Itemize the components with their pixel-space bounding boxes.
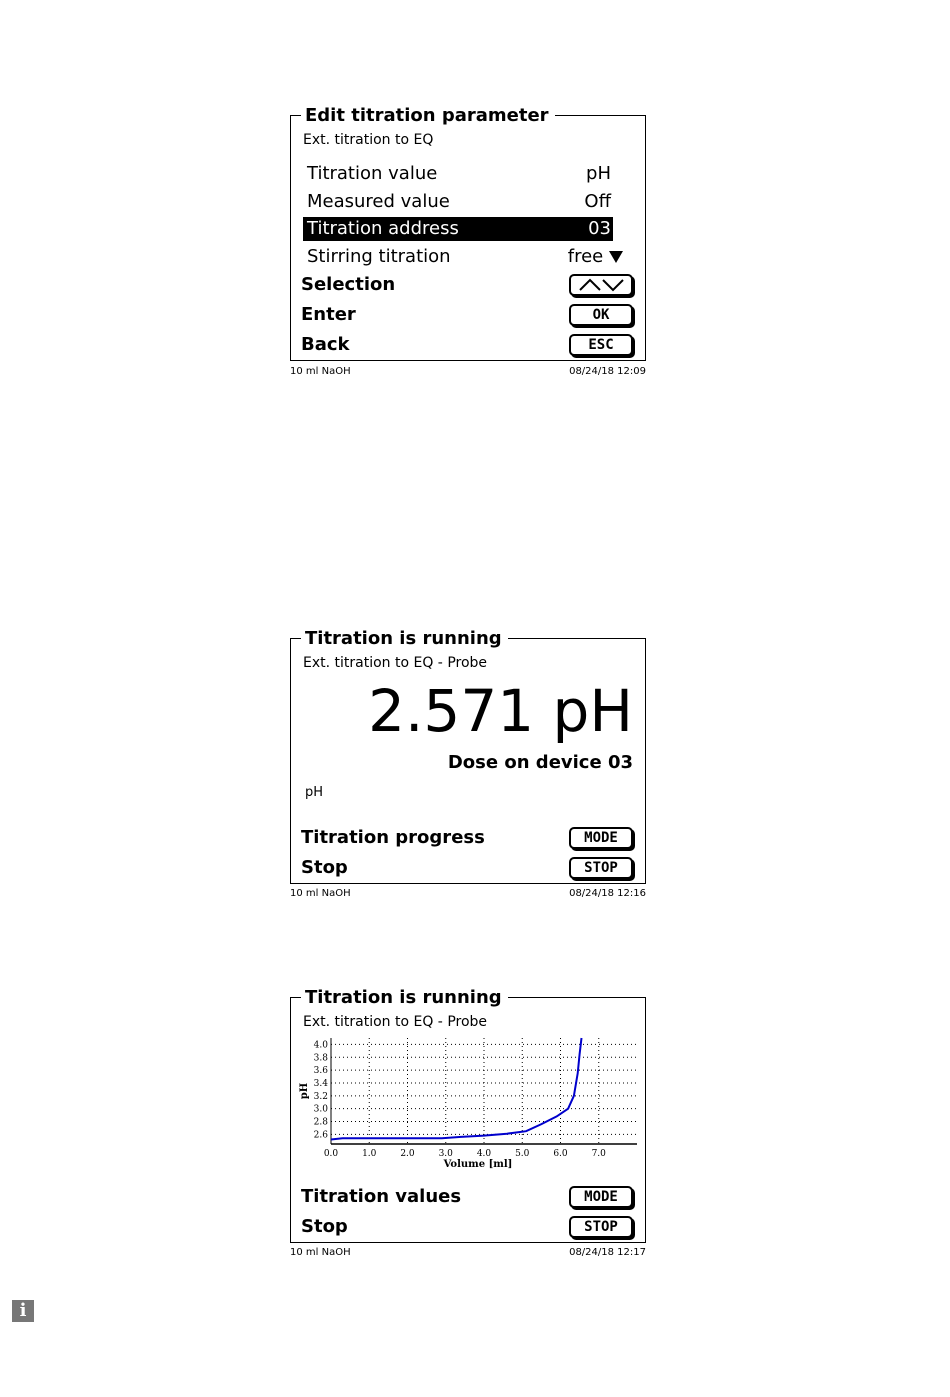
screen-frame bbox=[290, 105, 646, 361]
x-tick-label: 5.0 bbox=[515, 1149, 530, 1159]
y-tick-label: 3.0 bbox=[313, 1104, 328, 1115]
x-axis-label: Volume [ml] bbox=[443, 1159, 513, 1170]
param-value bbox=[568, 245, 623, 269]
action-label-stop: Stop bbox=[301, 857, 348, 878]
dropdown-arrow-icon[interactable] bbox=[609, 251, 623, 263]
x-tick-label: 6.0 bbox=[553, 1149, 568, 1159]
screen-title: Edit titration parameter bbox=[301, 107, 555, 125]
x-tick-label: 7.0 bbox=[591, 1149, 606, 1159]
x-tick-label: 0.0 bbox=[323, 1149, 339, 1159]
param-row-titration-address[interactable] bbox=[303, 217, 613, 241]
footer-reagent: 10 ml NaOH bbox=[290, 1247, 351, 1258]
y-tick-label: 3.2 bbox=[313, 1091, 328, 1102]
stop-key[interactable]: STOP bbox=[569, 1216, 633, 1238]
screen-title: Titration is running bbox=[301, 989, 508, 1007]
screen-subtitle: Ext. titration to EQ bbox=[303, 132, 434, 148]
y-tick-label: 2.6 bbox=[313, 1130, 328, 1141]
ph-reading: 2.571 pH bbox=[368, 677, 633, 745]
param-label: Stirring titration bbox=[307, 246, 451, 267]
titration-curve-screen bbox=[290, 987, 646, 1262]
info-icon: i bbox=[12, 1300, 34, 1322]
y-tick-label: 2.8 bbox=[313, 1117, 328, 1128]
esc-key[interactable]: ESC bbox=[569, 334, 633, 356]
x-tick-label: 4.0 bbox=[476, 1149, 492, 1159]
y-tick-label: 3.4 bbox=[313, 1078, 328, 1089]
x-tick-label: 1.0 bbox=[362, 1149, 377, 1159]
unit-label: pH bbox=[305, 785, 324, 800]
ok-key[interactable]: OK bbox=[569, 304, 633, 326]
y-tick-label: 3.8 bbox=[313, 1053, 328, 1064]
param-label: Measured value bbox=[307, 191, 450, 212]
footer-datetime: 08/24/18 12:17 bbox=[569, 1247, 646, 1258]
edit-titration-screen bbox=[290, 105, 646, 380]
x-tick-label: 3.0 bbox=[438, 1149, 453, 1159]
action-label-enter: Enter bbox=[301, 304, 356, 325]
y-tick-label: 4.0 bbox=[313, 1040, 328, 1051]
selection-key[interactable] bbox=[569, 274, 633, 296]
up-down-arrows-icon bbox=[576, 277, 626, 293]
param-label: Titration value bbox=[307, 163, 438, 184]
mode-key[interactable]: MODE bbox=[569, 1186, 633, 1208]
action-label-selection: Selection bbox=[301, 274, 396, 295]
y-axis-label: pH bbox=[299, 1082, 310, 1100]
titration-curve-line bbox=[331, 1038, 582, 1140]
screen-title: Titration is running bbox=[301, 630, 508, 648]
param-label: Titration address bbox=[307, 218, 459, 239]
param-value: Off bbox=[584, 191, 611, 212]
action-label-titration-progress: Titration progress bbox=[301, 827, 485, 848]
param-row-stirring-titration[interactable] bbox=[303, 245, 623, 269]
action-label-back: Back bbox=[301, 334, 350, 355]
action-label-stop: Stop bbox=[301, 1216, 348, 1237]
stop-key[interactable]: STOP bbox=[569, 857, 633, 879]
footer-datetime: 08/24/18 12:16 bbox=[569, 888, 646, 899]
screen-frame bbox=[290, 628, 646, 884]
y-tick-label: 3.6 bbox=[313, 1066, 328, 1077]
action-label-titration-values: Titration values bbox=[301, 1186, 462, 1207]
footer-datetime: 08/24/18 12:09 bbox=[569, 366, 646, 377]
screen-subtitle: Ext. titration to EQ - Probe bbox=[303, 1014, 488, 1030]
footer-reagent: 10 ml NaOH bbox=[290, 366, 351, 377]
param-value: pH bbox=[586, 163, 611, 184]
param-value-text: free bbox=[567, 246, 604, 267]
dose-status: Dose on device 03 bbox=[447, 752, 633, 773]
screen-frame bbox=[290, 987, 646, 1243]
param-row-measured-value[interactable] bbox=[303, 190, 613, 214]
mode-key[interactable]: MODE bbox=[569, 827, 633, 849]
titration-curve-chart bbox=[293, 1034, 639, 1179]
footer-reagent: 10 ml NaOH bbox=[290, 888, 351, 899]
screen-subtitle: Ext. titration to EQ - Probe bbox=[303, 655, 488, 671]
param-row-titration-value[interactable] bbox=[303, 162, 613, 186]
titration-running-screen bbox=[290, 628, 646, 903]
x-tick-label: 2.0 bbox=[400, 1149, 415, 1159]
param-value: 03 bbox=[588, 218, 611, 239]
